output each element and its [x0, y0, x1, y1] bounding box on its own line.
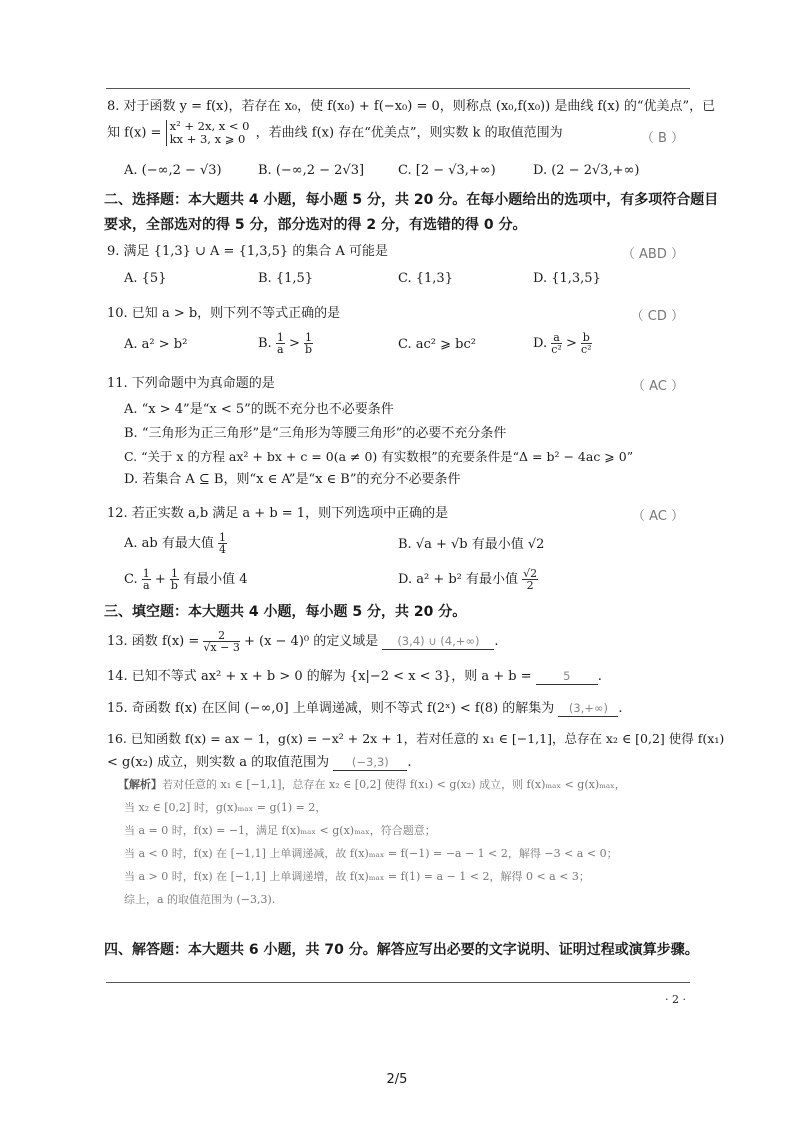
- q10-d-rel: >: [565, 336, 577, 351]
- solution-line1-text: 若对任意的 x₁ ∈ [−1,1]，总存在 x₂ ∈ [0,2] 使得 f(x₁) < g(x₂) 成立，则 f(x)ₘₐₓ < g(x)ₘₐₓ，: [162, 778, 626, 791]
- solution-line3: 当 a = 0 时，f(x) = −1，满足 f(x)ₘₐₓ < g(x)ₘₐₓ，符合题意；: [124, 824, 436, 837]
- q15-line: [107, 700, 623, 718]
- bottom-rule: [106, 982, 690, 983]
- q9-option-b: B. {1,5}: [258, 271, 314, 286]
- q12-d-den: 2: [526, 579, 534, 592]
- q8-piece1: x² + 2x, x < 0: [169, 119, 250, 133]
- q8-piecewise: [166, 120, 250, 146]
- q11-option-b: B. “三角形为正三角形”是“三角形为等腰三角形”的必要不充分条件: [124, 426, 507, 441]
- solution-line4: 当 a < 0 时，f(x) 在 [−1,1] 上单调递减，故 f(x)ₘₐₓ = f(−1) = −a − 1 < 2，解得 −3 < a < 0；: [124, 847, 618, 860]
- section2-heading-line1: 二、选择题：本大题共 4 小题，每小题 5 分，共 20 分。在每小题给出的选项中，有多项符合题目: [104, 192, 719, 208]
- q12-option-a: [124, 530, 227, 558]
- q12-option-c-frac2: [170, 568, 179, 591]
- section2-heading-line2: 要求，全部选对的得 5 分，部分选对的得 2 分，有选错的得 0 分。: [104, 217, 527, 233]
- q9-answer: （ ABD ）: [621, 247, 684, 262]
- solution-line5: 当 a > 0 时，f(x) 在 [−1,1] 上单调递增，故 f(x)ₘₐₓ = f(1) = a − 1 < 2，解得 0 < a < 3；: [124, 870, 590, 883]
- page-number: · 2 ·: [665, 993, 686, 1006]
- q10-b-num1: 1: [276, 331, 284, 344]
- q10-d-num1: a: [551, 332, 562, 344]
- q12-stem: 12. 若正实数 a,b 满足 a + b = 1，则下列选项中正确的是: [107, 506, 449, 521]
- solution-line1: [118, 777, 626, 793]
- q10-option-b-frac1: [276, 332, 285, 355]
- q13-pre: 13. 函数 f(x) =: [107, 634, 200, 649]
- q10-option-d-frac2: [581, 332, 592, 355]
- q10-d-den2: c²: [581, 343, 592, 356]
- q16-line2: [107, 754, 411, 772]
- q14-fill-answer: 5: [536, 669, 598, 685]
- q16-fill-answer: (−3,3): [333, 755, 407, 771]
- q12-option-c-label: C.: [124, 572, 138, 587]
- q10-b-num2: 1: [305, 331, 313, 344]
- q13-end: .: [494, 634, 499, 649]
- q12-c-den1: a: [142, 579, 150, 592]
- q11-stem: 11. 下列命题中为真命题的是: [107, 376, 275, 391]
- q8-answer: （ B ）: [640, 131, 684, 146]
- q10-option-a: A. a² > b²: [124, 337, 188, 352]
- q10-b-den2: b: [304, 343, 313, 356]
- q12-option-c-frac1: [142, 568, 151, 591]
- q12-c-num1: 1: [142, 567, 150, 580]
- q13-den: √x − 3: [203, 641, 240, 654]
- q12-d-num: √2: [523, 567, 538, 580]
- q8-line2: [107, 120, 563, 147]
- q8-option-a: A. (−∞,2 − √3): [124, 163, 222, 178]
- top-rule: [106, 88, 690, 89]
- q8-option-b: B. (−∞,2 − 2√3]: [258, 163, 365, 178]
- q14-pre: 14. 已知不等式 ax² + x + b > 0 的解为 {x|−2 < x < 3}，则 a + b =: [107, 669, 532, 684]
- q12-option-c-text: 有最小值 4: [183, 572, 248, 587]
- q10-answer: （ CD ）: [630, 309, 684, 324]
- q10-option-b: [258, 330, 313, 358]
- q10-option-d-label: D.: [533, 336, 548, 351]
- q9-option-a: A. {5}: [124, 271, 167, 286]
- q12-a-num: 1: [219, 531, 226, 544]
- q12-option-d-frac: [522, 568, 538, 591]
- q12-option-d-text: D. a² + b² 有最小值: [398, 572, 519, 587]
- q13-num: 2: [203, 630, 239, 642]
- q8-piece2: kx + 3, x ⩾ 0: [169, 132, 246, 146]
- q8-line2-pre: 知 f(x) =: [107, 125, 162, 141]
- q10-b-den1: a: [277, 343, 284, 356]
- q14-end: .: [597, 669, 602, 684]
- q10-option-d-frac1: [551, 332, 562, 355]
- q9-option-c: C. {1,3}: [398, 271, 453, 286]
- q8-line2-post: ，若曲线 f(x) 存在“优美点”，则实数 k 的取值范围为: [255, 125, 563, 141]
- q16-line1: 16. 已知函数 f(x) = ax − 1，g(x) = −x² + 2x + 1，若对任意的 x₁ ∈ [−1,1]，总存在 x₂ ∈ [0,2] 使得 f(x₁): [107, 731, 725, 746]
- q15-end: .: [618, 701, 623, 716]
- q12-option-b: B. √a + √b 有最小值 √2: [398, 537, 545, 552]
- q12-answer: （ AC ）: [631, 509, 684, 524]
- q12-c-plus: +: [154, 572, 166, 587]
- q10-b-rel: >: [288, 336, 300, 351]
- q13-fill-answer: (3,4) ∪ (4,+∞): [382, 634, 494, 650]
- q13-line: [107, 628, 499, 656]
- q15-pre: 15. 奇函数 f(x) 在区间 (−∞,0] 上单调递减，则不等式 f(2ˣ) < f(8) 的解集为: [107, 701, 555, 716]
- section3-heading: 三、填空题：本大题共 4 小题，每小题 5 分，共 20 分。: [104, 604, 467, 620]
- q12-option-a-text: A. ab 有最大值: [124, 536, 214, 551]
- q10-option-d: [533, 330, 592, 358]
- q10-option-b-frac2: [304, 332, 313, 355]
- q12-option-a-frac: [218, 532, 227, 555]
- q13-mid: + (x − 4)⁰ 的定义域是: [243, 634, 379, 649]
- solution-line6: 综上，a 的取值范围为 (−3,3).: [124, 893, 276, 906]
- q9-stem: 9. 满足 {1,3} ∪ A = {1,3,5} 的集合 A 可能是: [107, 244, 388, 259]
- page-indicator: 2/5: [386, 1072, 408, 1087]
- q12-c-num2: 1: [170, 567, 178, 580]
- q11-answer: （ AC ）: [631, 379, 684, 394]
- q9-option-d: D. {1,3,5}: [533, 271, 601, 286]
- q10-option-c: C. ac² ⩾ bc²: [398, 337, 476, 352]
- q12-option-c: [124, 566, 248, 594]
- q8-line1: 8. 对于函数 y = f(x)，若存在 x₀，使 f(x₀) + f(−x₀) = 0，则称点 (x₀,f(x₀)) 是曲线 f(x) 的“优美点”，已: [107, 99, 716, 114]
- q10-option-b-label: B.: [258, 336, 272, 351]
- solution-tag: 【解析】: [118, 778, 162, 791]
- q12-a-den: 4: [219, 543, 226, 556]
- q10-d-den1: c²: [551, 343, 562, 356]
- q14-line: [107, 668, 602, 686]
- section4-heading: 四、解答题：本大题共 6 小题，共 70 分。解答应写出必要的文字说明、证明过程或演算步骤。: [104, 942, 699, 958]
- q11-option-c: C. “关于 x 的方程 ax² + bx + c = 0(a ≠ 0) 有实数根”的充要条件是“Δ = b² − 4ac ⩾ 0”: [124, 449, 634, 464]
- solution-line2: 当 x₂ ∈ [0,2] 时，g(x)ₘₐₓ = g(1) = 2，: [124, 801, 327, 814]
- q15-fill-answer: (3,+∞): [558, 701, 618, 717]
- q11-option-d: D. 若集合 A ⊆ B，则“x ∈ A”是“x ∈ B”的充分不必要条件: [124, 472, 461, 487]
- q10-stem: 10. 已知 a > b，则下列不等式正确的是: [107, 306, 341, 321]
- q8-option-d: D. (2 − 2√3,+∞): [533, 163, 640, 178]
- q8-option-c: C. [2 − √3,+∞): [398, 163, 496, 178]
- q12-c-den2: b: [170, 579, 178, 592]
- q11-option-a: A. “x > 4”是“x < 5”的既不充分也不必要条件: [124, 402, 394, 417]
- q12-option-d: [398, 566, 538, 594]
- q16-line2-pre: < g(x₂) 成立，则实数 a 的取值范围为: [107, 755, 330, 770]
- q16-end: .: [407, 755, 412, 770]
- q13-frac: [203, 630, 239, 653]
- q10-d-num2: b: [582, 331, 590, 344]
